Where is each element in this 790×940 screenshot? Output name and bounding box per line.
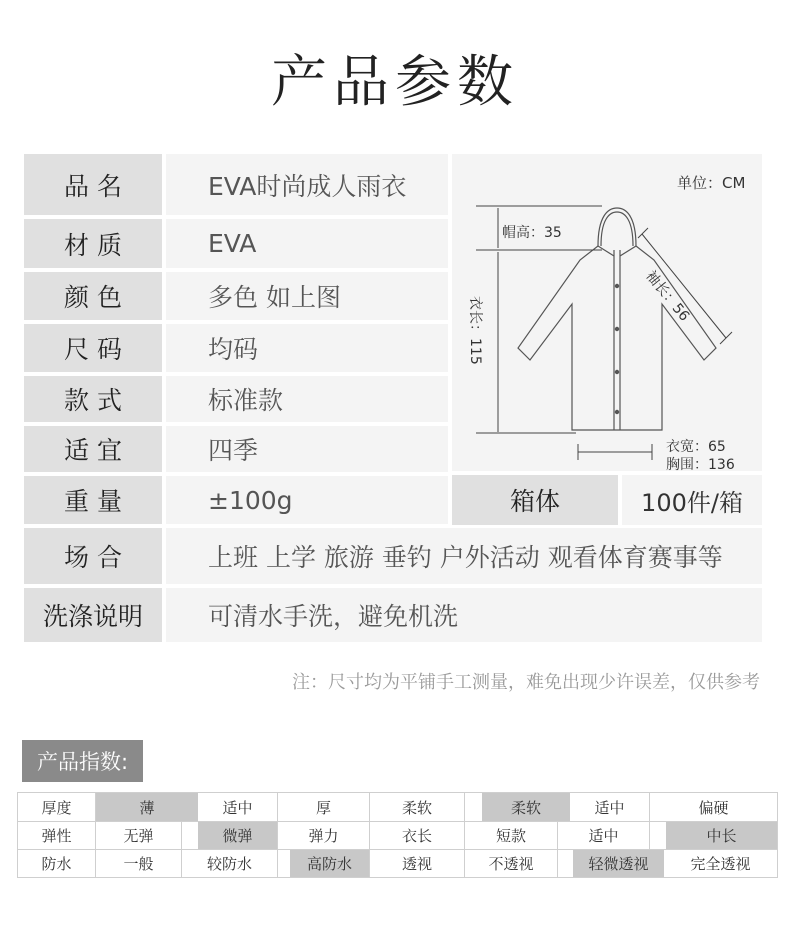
spec-label: 尺 码 [24,324,162,372]
index-cell-selected: 轻微透视 [573,850,664,877]
index-cell: 柔软 [401,798,432,817]
index-cell: 短款 [495,827,526,845]
index-cell-selected: 中长 [666,822,777,849]
unit-label: 单位：CM [677,174,746,192]
index-cell: 防水 [41,855,72,873]
chest-label: 胸围：136 [666,457,735,473]
index-cell: 厚 [315,798,331,817]
raincoat-outline-icon [452,154,762,471]
index-cell: 适中 [588,827,619,845]
index-cell-selected: 薄 [96,793,198,821]
spec-value: 四季 [166,426,448,472]
spec-value: 可清水手洗，避免机洗 [166,588,762,642]
index-cell: 较防水 [206,855,252,873]
spec-value: ±100g [166,476,448,524]
product-index-table [17,792,778,878]
index-cell-selected: 高防水 [290,850,369,877]
spec-label: 颜 色 [24,272,162,320]
index-cell: 无弹 [123,827,154,845]
measurement-note: 注：尺寸均为平铺手工测量，难免出现少许误差，仅供参考 [292,672,760,693]
index-cell: 一般 [123,855,154,873]
size-diagram [452,154,762,471]
index-cell-selected: 柔软 [482,793,570,821]
spec-value: 均码 [166,324,448,372]
spec-value: EVA [166,219,448,268]
index-cell: 弹力 [308,827,339,845]
index-cell: 厚度 [41,798,72,817]
index-cell: 透视 [401,855,432,873]
hood-height-label: 帽高：35 [502,225,562,241]
spec-value: 多色 如上图 [166,272,448,320]
page-title: 产品参数 [271,50,519,115]
index-cell: 适中 [222,798,253,817]
spec-label: 材 质 [24,219,162,268]
box-label: 箱体 [452,475,618,525]
spec-label: 款 式 [24,376,162,422]
index-cell-selected: 微弹 [198,822,277,849]
index-cell: 衣长 [401,827,432,845]
spec-label: 适 宜 [24,426,162,472]
spec-value: 上班 上学 旅游 垂钓 户外活动 观看体育赛事等 [166,528,762,584]
box-value: 100件/箱 [622,475,762,525]
index-cell: 偏硬 [698,798,729,817]
spec-label: 洗涤说明 [24,588,162,642]
spec-label: 重 量 [24,476,162,524]
index-cell: 不透视 [488,855,534,873]
spec-value: 标准款 [166,376,448,422]
sleeve-length-label: 袖长：56 [642,267,693,325]
index-cell: 适中 [594,798,625,817]
coat-width-label: 衣宽：65 [666,439,726,455]
index-heading: 产品指数: [22,740,143,782]
spec-value: EVA时尚成人雨衣 [166,154,448,215]
index-cell: 完全透视 [690,855,751,873]
index-cell: 弹性 [41,827,72,845]
spec-label: 场 合 [24,528,162,584]
coat-length-label: 衣长：115 [467,296,483,365]
spec-label: 品 名 [24,154,162,215]
